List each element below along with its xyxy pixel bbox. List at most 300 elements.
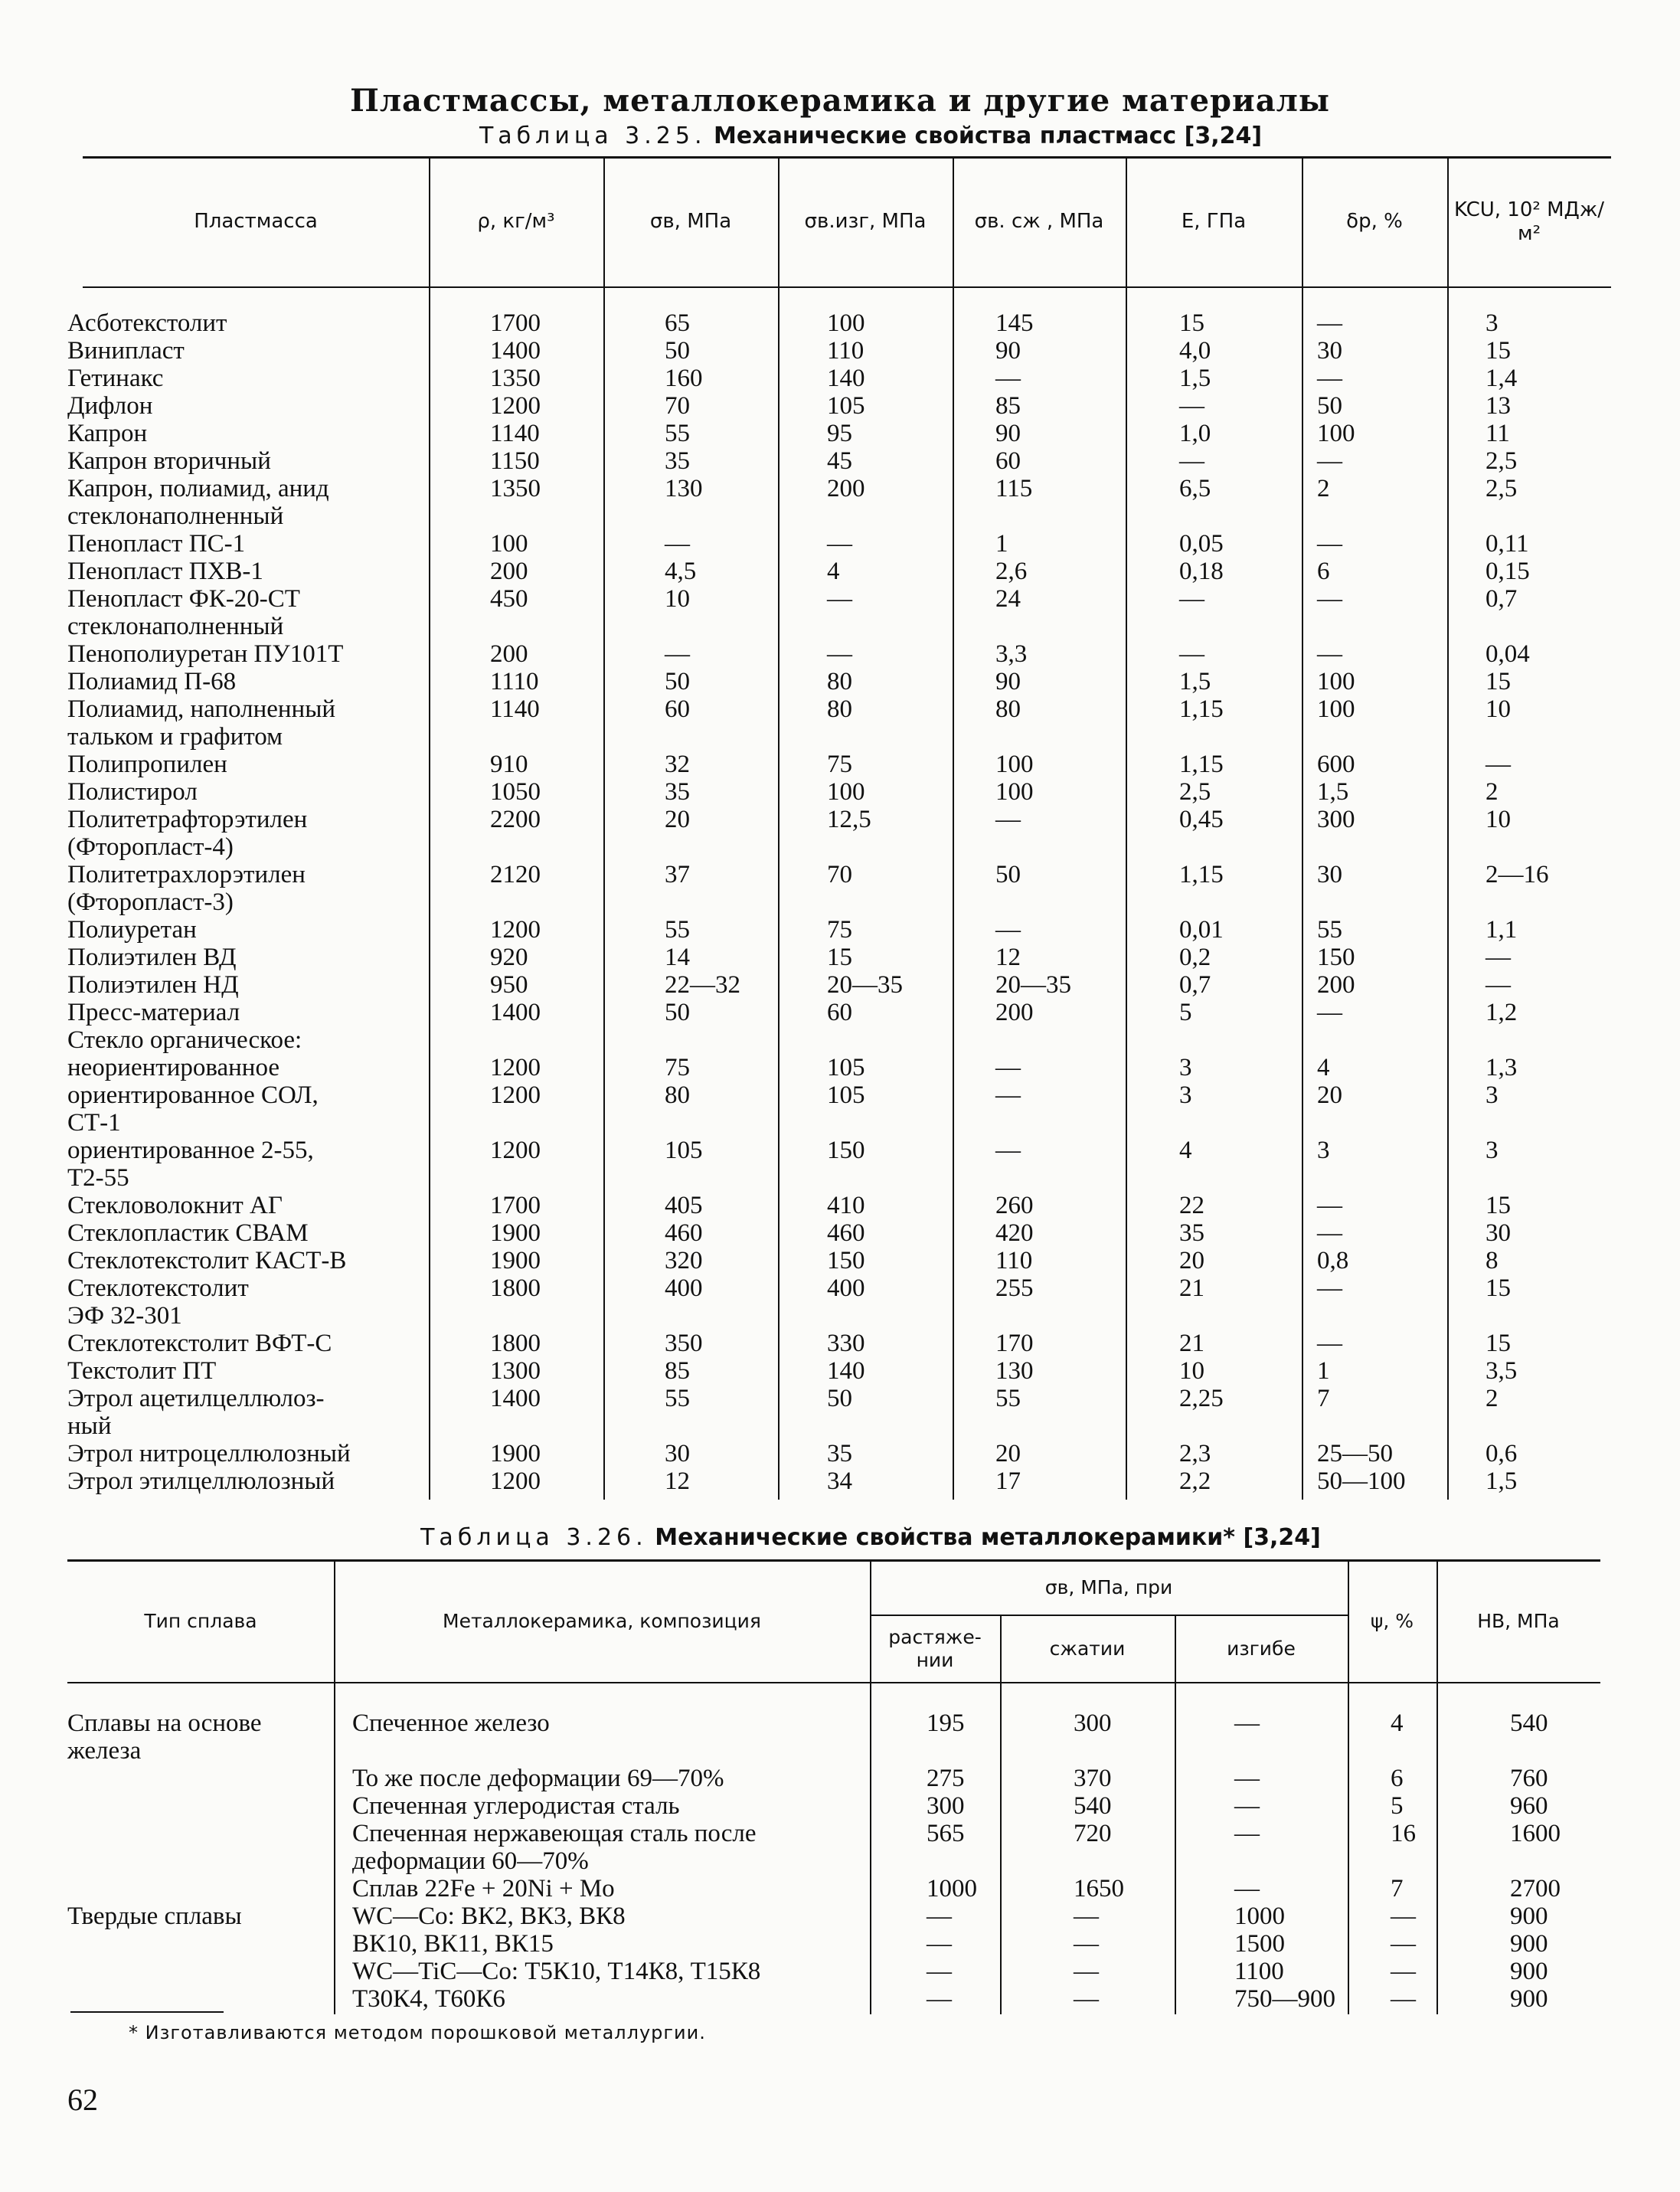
table-cell: 55: [1317, 916, 1342, 944]
table-cell: 90: [995, 337, 1021, 365]
material-name: Политетрафторэтилен (Фторопласт-4): [67, 806, 308, 861]
table-cell: 21: [1179, 1274, 1204, 1302]
table-cell: 12: [665, 1467, 690, 1495]
table-cell: 1200: [490, 1467, 541, 1495]
table-cell: 110: [995, 1247, 1033, 1274]
table-cell: 10: [1486, 806, 1511, 833]
table-cell: 20—35: [827, 971, 903, 999]
table-cell: 5: [1179, 999, 1192, 1026]
table-cell: 1400: [490, 337, 541, 365]
table-cell: 1200: [490, 1054, 541, 1081]
table-3-25-header-cell: σв.изг, МПа: [804, 210, 927, 234]
table-row: [67, 420, 1599, 447]
table-cell: 150: [827, 1137, 865, 1164]
table-cell: 450: [490, 585, 528, 613]
table-row: [67, 1219, 1599, 1247]
table-cell: 22—32: [665, 971, 740, 999]
table-cell: 80: [827, 668, 852, 695]
table-row: [67, 1054, 1599, 1081]
table-cell: —: [1317, 585, 1342, 613]
material-name: ориентированное 2-55, Т2-55: [67, 1137, 314, 1192]
table-cell: 350: [665, 1330, 703, 1357]
table-row: [67, 695, 1599, 751]
table-row: [67, 1330, 1599, 1357]
table-row: [67, 999, 1599, 1026]
table-cell: 55: [665, 1385, 690, 1412]
table-cell: 24: [995, 585, 1021, 613]
table-cell: —: [665, 530, 690, 558]
table-row: [0, 1709, 1680, 1765]
table-cell: 50: [995, 861, 1021, 888]
table-cell: 1,15: [1179, 751, 1224, 778]
table-row: [67, 530, 1599, 558]
table-cell: 35: [827, 1440, 852, 1467]
table-row: [67, 1247, 1599, 1274]
table-cell: 80: [995, 695, 1021, 723]
table-cell: 6: [1391, 1765, 1404, 1792]
table-cell: 15: [1486, 1330, 1511, 1357]
table-cell: 0,11: [1486, 530, 1529, 558]
material-name: Стекло органическое:: [67, 1026, 302, 1054]
table-cell: —: [927, 1930, 952, 1958]
table-cell: —: [1179, 392, 1204, 420]
table-cell: 1350: [490, 475, 541, 502]
table-cell: 1,3: [1486, 1054, 1518, 1081]
table-cell: 1800: [490, 1274, 541, 1302]
table-row: [0, 1765, 1680, 1792]
material-name: Стеклотекстолит ВФТ-С: [67, 1330, 332, 1357]
material-name: Пенопласт ПХВ-1: [67, 558, 263, 585]
table-cell: 200: [490, 558, 528, 585]
material-name: Полистирол: [67, 778, 198, 806]
table-cell: 145: [995, 309, 1034, 337]
table-row: [67, 1385, 1599, 1440]
table-cell: 910: [490, 751, 528, 778]
table-cell: 1700: [490, 309, 541, 337]
table-cell: —: [665, 640, 690, 668]
table-row: [67, 778, 1599, 806]
table-cell: 130: [665, 475, 703, 502]
table-cell: 170: [995, 1330, 1034, 1357]
table-cell: 21: [1179, 1330, 1204, 1357]
material-name: Капрон, полиамид, анид стеклонаполненный: [67, 475, 329, 530]
table-cell: 6: [1317, 558, 1330, 585]
table-cell: —: [1486, 944, 1511, 971]
table-cell: 7: [1391, 1875, 1404, 1902]
table-cell: 1140: [490, 695, 540, 723]
table-cell: 320: [665, 1247, 703, 1274]
table-cell: 105: [665, 1137, 703, 1164]
table-cell: 130: [995, 1357, 1034, 1385]
table-cell: 720: [1074, 1820, 1112, 1847]
table-cell: 900: [1510, 1930, 1548, 1958]
material-name: Полиамид, наполненный тальком и графитом: [67, 695, 336, 751]
table-cell: 55: [665, 420, 690, 447]
table-cell: 195: [927, 1709, 965, 1737]
table-cell: 1110: [490, 668, 539, 695]
table-cell: 1800: [490, 1330, 541, 1357]
table-cell: 400: [827, 1274, 865, 1302]
table-cell: 11: [1486, 420, 1510, 447]
table-cell: 15: [1486, 1192, 1511, 1219]
table-cell: 200: [1317, 971, 1355, 999]
table-cell: 1,15: [1179, 861, 1224, 888]
table-cell: 1400: [490, 999, 541, 1026]
table-cell: 3: [1179, 1054, 1192, 1081]
table-cell: —: [1317, 1219, 1342, 1247]
table-cell: 20: [995, 1440, 1021, 1467]
composition: WC—Co: ВК2, ВК3, ВК8: [352, 1902, 626, 1930]
table-cell: 200: [995, 999, 1034, 1026]
table-cell: 35: [1179, 1219, 1204, 1247]
table-cell: 200: [490, 640, 528, 668]
table-3-25-header-cell: δр, %: [1346, 210, 1403, 234]
alloy-type: Твердые сплавы: [67, 1902, 242, 1930]
table-cell: 1600: [1510, 1820, 1561, 1847]
material-name: Пенопласт ФК-20-СТ стеклонаполненный: [67, 585, 300, 640]
table-cell: —: [827, 585, 852, 613]
table-cell: 0,15: [1486, 558, 1530, 585]
table-3-25-header-cell: Пластмасса: [194, 210, 318, 234]
table-cell: 1200: [490, 1137, 541, 1164]
table-cell: 900: [1510, 1958, 1548, 1985]
table-3-25-label: Таблица 3.25.: [479, 123, 707, 149]
table-cell: 405: [665, 1192, 703, 1219]
table-cell: 85: [665, 1357, 690, 1385]
table-cell: 1,4: [1486, 365, 1518, 392]
table-cell: 80: [665, 1081, 690, 1109]
table-cell: 30: [1486, 1219, 1511, 1247]
material-name: Стекловолокнит АГ: [67, 1192, 283, 1219]
table-row: [67, 1192, 1599, 1219]
table-cell: —: [1074, 1985, 1099, 2013]
table-row: [67, 668, 1599, 695]
table-cell: 0,18: [1179, 558, 1224, 585]
table-cell: 1050: [490, 778, 541, 806]
table-cell: 1,5: [1486, 1467, 1518, 1495]
composition: Спеченная нержавеющая сталь после деформации 60—70%: [352, 1820, 757, 1875]
table-cell: —: [827, 640, 852, 668]
table-cell: 37: [665, 861, 690, 888]
table-3-26-header-hb: НВ, МПа: [1477, 1610, 1560, 1632]
table-cell: 275: [927, 1765, 965, 1792]
table-cell: —: [1317, 530, 1342, 558]
table-3-26-header-bending: изгибе: [1227, 1637, 1296, 1660]
table-cell: —: [927, 1958, 952, 1985]
table-cell: 1900: [490, 1219, 541, 1247]
table-cell: 150: [1317, 944, 1355, 971]
table-cell: 100: [1317, 695, 1355, 723]
table-cell: 65: [665, 309, 690, 337]
table-3-25-header-cell: KCU, 10² МДж/м²: [1453, 198, 1605, 245]
table-cell: 100: [827, 778, 865, 806]
material-name: Этрол этилцеллюлозный: [67, 1467, 335, 1495]
table-cell: 20—35: [995, 971, 1071, 999]
table-cell: 4: [827, 558, 840, 585]
table-cell: 50: [665, 337, 690, 365]
table-cell: 150: [827, 1247, 865, 1274]
table-cell: 14: [665, 944, 690, 971]
table-cell: 0,04: [1486, 640, 1530, 668]
composition: WC—TiC—Co: Т5К10, Т14К8, Т15К8: [352, 1958, 761, 1985]
table-cell: 50: [1317, 392, 1342, 420]
table-cell: 13: [1486, 392, 1511, 420]
table-cell: —: [1317, 1192, 1342, 1219]
table-cell: 2—16: [1486, 861, 1549, 888]
composition: Спеченное железо: [352, 1709, 550, 1737]
table-cell: 255: [995, 1274, 1034, 1302]
material-name: Стеклотекстолит КАСТ-В: [67, 1247, 347, 1274]
table-cell: 0,2: [1179, 944, 1211, 971]
table-cell: 140: [827, 365, 865, 392]
table-row: [67, 1357, 1599, 1385]
table-cell: 16: [1391, 1820, 1416, 1847]
table-cell: 1,5: [1179, 668, 1211, 695]
table-cell: 565: [927, 1820, 965, 1847]
table-cell: 50: [827, 1385, 852, 1412]
table-cell: 90: [995, 668, 1021, 695]
table-cell: —: [1486, 751, 1511, 778]
table-row: [67, 1026, 1599, 1054]
table-cell: —: [1391, 1902, 1416, 1930]
table-cell: 1200: [490, 392, 541, 420]
table-cell: 6,5: [1179, 475, 1211, 502]
table-3-25-header-cell: ρ, кг/м³: [477, 210, 555, 234]
table-cell: —: [927, 1985, 952, 2013]
table-cell: 90: [995, 420, 1021, 447]
table-cell: 2,3: [1179, 1440, 1211, 1467]
table-cell: 50: [665, 999, 690, 1026]
table-cell: 3: [1486, 1081, 1499, 1109]
composition: Т30К4, Т60К6: [352, 1985, 505, 2013]
table-3-25-rule: [83, 286, 1611, 288]
table-3-26-header-sigma_group: σв, МПа, при: [1044, 1576, 1173, 1598]
table-row: [0, 1902, 1680, 1930]
material-name: Полипропилен: [67, 751, 227, 778]
table-cell: 750—900: [1234, 1985, 1335, 2013]
composition: ВК10, ВК11, ВК15: [352, 1930, 554, 1958]
table-cell: —: [1074, 1902, 1099, 1930]
composition: Спеченная углеродистая сталь: [352, 1792, 680, 1820]
table-cell: 2: [1317, 475, 1330, 502]
table-cell: 100: [995, 751, 1034, 778]
table-3-26-label: Таблица 3.26.: [420, 1524, 648, 1551]
table-cell: 140: [827, 1357, 865, 1385]
table-cell: 105: [827, 1081, 865, 1109]
table-cell: 10: [665, 585, 690, 613]
table-cell: 2,2: [1179, 1467, 1211, 1495]
table-cell: 85: [995, 392, 1021, 420]
table-row: [67, 971, 1599, 999]
table-cell: 0,6: [1486, 1440, 1518, 1467]
table-cell: —: [995, 1137, 1021, 1164]
table-cell: —: [1074, 1958, 1099, 1985]
table-cell: —: [1391, 1985, 1416, 2013]
table-cell: —: [1486, 971, 1511, 999]
table-cell: —: [995, 806, 1021, 833]
table-cell: 1300: [490, 1357, 541, 1385]
table-cell: 50: [665, 668, 690, 695]
table-cell: 460: [665, 1219, 703, 1247]
table-cell: 1500: [1234, 1930, 1285, 1958]
material-name: Этрол нитроцеллюлозный: [67, 1440, 351, 1467]
table-cell: 1700: [490, 1192, 541, 1219]
table-cell: 1100: [1234, 1958, 1284, 1985]
table-cell: —: [1317, 640, 1342, 668]
table-3-25-header-cell: σв. сж , МПа: [974, 210, 1104, 234]
table-3-26-header-compression: сжатии: [1049, 1637, 1126, 1660]
table-row: [0, 1875, 1680, 1902]
table-cell: —: [927, 1902, 952, 1930]
table-cell: 3,5: [1486, 1357, 1518, 1385]
table-cell: 4: [1391, 1709, 1404, 1737]
table-cell: 0,7: [1179, 971, 1211, 999]
table-cell: 300: [1074, 1709, 1112, 1737]
table-3-26-header-type: Тип сплава: [144, 1610, 257, 1632]
table-cell: 34: [827, 1467, 852, 1495]
table-cell: 920: [490, 944, 528, 971]
table-cell: 22: [1179, 1192, 1204, 1219]
material-name: Винипласт: [67, 337, 185, 365]
table-cell: 950: [490, 971, 528, 999]
table-cell: 160: [665, 365, 703, 392]
table-cell: —: [1317, 999, 1342, 1026]
table-row: [0, 1985, 1680, 2013]
table-cell: 2,6: [995, 558, 1028, 585]
table-cell: 0,05: [1179, 530, 1224, 558]
table-cell: 5: [1391, 1792, 1404, 1820]
table-cell: 7: [1317, 1385, 1330, 1412]
table-cell: 760: [1510, 1765, 1548, 1792]
table-cell: 1400: [490, 1385, 541, 1412]
table-cell: —: [1234, 1875, 1260, 1902]
table-cell: 10: [1486, 695, 1511, 723]
table-3-25-caption: [0, 123, 1680, 149]
table-cell: 15: [1486, 1274, 1511, 1302]
table-cell: 0,7: [1486, 585, 1518, 613]
table-cell: 1000: [927, 1875, 977, 1902]
table-cell: 420: [995, 1219, 1034, 1247]
table-row: [67, 916, 1599, 944]
table-cell: —: [995, 365, 1021, 392]
table-row: [0, 1792, 1680, 1820]
material-name: Полиамид П-68: [67, 668, 237, 695]
material-name: Гетинакс: [67, 365, 164, 392]
table-cell: —: [1391, 1930, 1416, 1958]
table-cell: 3: [1486, 1137, 1499, 1164]
table-cell: 12: [995, 944, 1021, 971]
table-cell: 2200: [490, 806, 541, 833]
table-cell: 3: [1179, 1081, 1192, 1109]
table-cell: 20: [1179, 1247, 1204, 1274]
table-cell: 1: [995, 530, 1008, 558]
table-cell: 1,5: [1179, 365, 1211, 392]
table-cell: 12,5: [827, 806, 871, 833]
table-3-25-header-cell: E, ГПа: [1181, 210, 1247, 234]
table-cell: 460: [827, 1219, 865, 1247]
table-cell: —: [1234, 1792, 1260, 1820]
table-row: [67, 751, 1599, 778]
composition: Сплав 22Fe + 20Ni + Mo: [352, 1875, 615, 1902]
table-cell: —: [1234, 1765, 1260, 1792]
table-cell: 95: [827, 420, 852, 447]
table-cell: —: [1234, 1709, 1260, 1737]
table-row: [67, 640, 1599, 668]
table-cell: 900: [1510, 1902, 1548, 1930]
table-cell: 32: [665, 751, 690, 778]
material-name: Этрол ацетилцеллюлоз- ный: [67, 1385, 325, 1440]
table-cell: 0,45: [1179, 806, 1224, 833]
table-row: [67, 585, 1599, 640]
table-cell: 2700: [1510, 1875, 1561, 1902]
table-cell: 260: [995, 1192, 1034, 1219]
table-cell: 3,3: [995, 640, 1028, 668]
table-cell: 70: [827, 861, 852, 888]
table-cell: 75: [827, 751, 852, 778]
table-cell: 25—50: [1317, 1440, 1393, 1467]
table-cell: 17: [995, 1467, 1021, 1495]
table-row: [67, 447, 1599, 475]
footnote: * Изготавливаются методом порошковой металлургии.: [129, 2022, 706, 2043]
table-row: [67, 365, 1599, 392]
page-number: 62: [67, 2082, 98, 2117]
table-cell: —: [995, 1054, 1021, 1081]
table-cell: —: [1391, 1958, 1416, 1985]
table-cell: 100: [1317, 420, 1355, 447]
table-cell: 75: [827, 916, 852, 944]
table-cell: 1: [1317, 1357, 1330, 1385]
table-cell: 540: [1074, 1792, 1112, 1820]
table-3-25-title: Механические свойства пластмасс [3,24]: [714, 123, 1263, 149]
table-cell: —: [1179, 640, 1204, 668]
table-row: [67, 1137, 1599, 1192]
table-cell: —: [995, 916, 1021, 944]
table-3-26-header-composition: Металлокерамика, композиция: [443, 1610, 761, 1632]
table-cell: 105: [827, 1054, 865, 1081]
table-cell: 10: [1179, 1357, 1204, 1385]
table-cell: 80: [827, 695, 852, 723]
table-cell: 540: [1510, 1709, 1548, 1737]
table-cell: 60: [665, 695, 690, 723]
table-cell: 15: [1179, 309, 1204, 337]
table-cell: 50—100: [1317, 1467, 1406, 1495]
table-cell: 1,2: [1486, 999, 1518, 1026]
table-cell: 1,1: [1486, 916, 1518, 944]
table-3-26-header-psi: ψ, %: [1370, 1610, 1414, 1632]
material-name: ориентированное СОЛ, СТ-1: [67, 1081, 319, 1137]
table-row: [67, 1081, 1599, 1137]
table-cell: 1200: [490, 916, 541, 944]
section-title: Пластмассы, металлокерамика и другие материалы: [350, 83, 1330, 119]
table-row: [67, 309, 1599, 337]
table-cell: —: [1179, 447, 1204, 475]
table-cell: 55: [665, 916, 690, 944]
table-row: [67, 1274, 1599, 1330]
table-cell: 330: [827, 1330, 865, 1357]
table-3-26-rule: [67, 1682, 1600, 1683]
table-cell: 1,0: [1179, 420, 1211, 447]
table-cell: 410: [827, 1192, 865, 1219]
table-3-26-title: Механические свойства металлокерамики* [3,24]: [655, 1524, 1321, 1551]
material-name: неориентированное: [67, 1054, 280, 1081]
material-name: Асботекстолит: [67, 309, 227, 337]
table-cell: 2: [1486, 1385, 1499, 1412]
table-3-25-header-cell: σв, МПа: [649, 210, 732, 234]
table-cell: 4: [1317, 1054, 1330, 1081]
footnote-rule: [70, 2011, 224, 2013]
material-name: Полиэтилен НД: [67, 971, 239, 999]
table-cell: 15: [1486, 668, 1511, 695]
